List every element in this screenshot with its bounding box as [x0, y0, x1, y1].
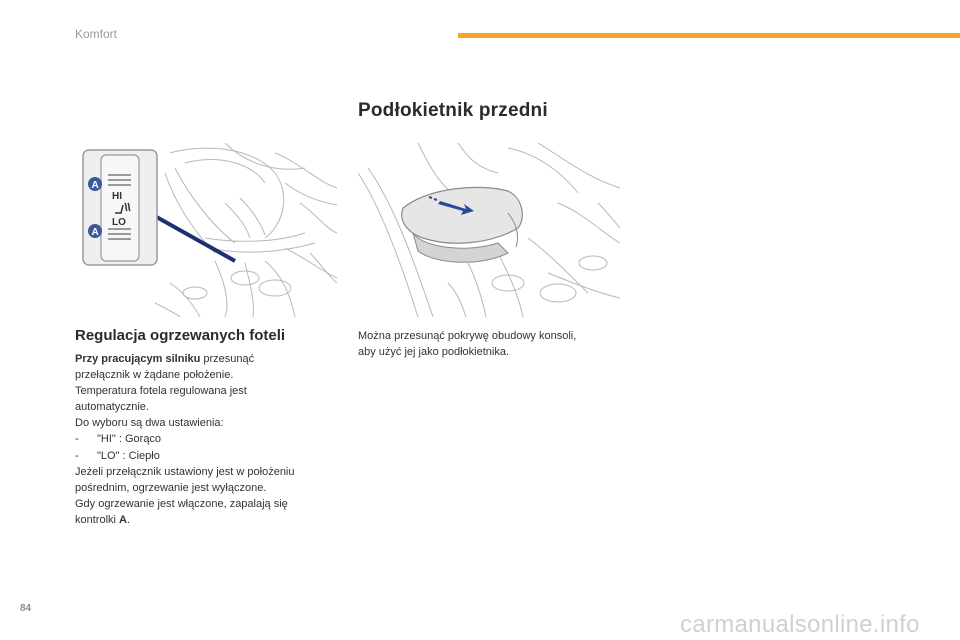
text-line: Jeżeli przełącznik ustawiony jest w położeniu	[75, 465, 295, 478]
switch-label-lo: LO	[112, 217, 126, 228]
option-lo	[75, 448, 340, 464]
watermark: carmanualsonline.info	[680, 611, 920, 638]
text-span: kontrolki	[75, 513, 120, 526]
list-dash: -	[75, 433, 79, 446]
seat-heating-heading: Regulacja ogrzewanych foteli	[75, 327, 286, 344]
text-line: przełącznik w żądane położenie.	[75, 369, 234, 382]
switch-label-hi: HI	[112, 191, 122, 202]
text-line	[75, 512, 340, 528]
text-line: Temperatura fotela regulowana jest	[75, 385, 247, 398]
text-line: automatycznie.	[75, 401, 149, 414]
seat-heating-text	[75, 351, 340, 528]
text-line: Można przesunąć pokrywę obudowy konsoli,	[358, 330, 577, 342]
header-accent-bar	[458, 33, 960, 38]
text-line: aby użyć jej jako podłokietnika.	[358, 346, 510, 359]
text-line: Do wyboru są dwa ustawienia:	[75, 417, 224, 430]
text-line	[75, 351, 340, 367]
text-line: pośrednim, ogrzewanie jest wyłączone.	[75, 481, 267, 494]
text-span: .	[126, 513, 131, 526]
indicator-label-a-bottom: A	[91, 227, 99, 238]
section-title: Komfort	[75, 27, 118, 41]
armrest-heading: Podłokietnik przedni	[358, 100, 548, 121]
bold-intro: Przy pracującym silniku	[75, 353, 201, 365]
list-dash: -	[75, 449, 79, 462]
indicator-label-a-top: A	[91, 180, 99, 191]
armrest-text	[358, 328, 618, 360]
seat-heating-illustration	[75, 143, 337, 317]
option-hi	[75, 431, 340, 447]
option-text: "HI" : Gorąco	[97, 433, 162, 446]
page-number: 84	[20, 603, 32, 614]
text-line: Gdy ogrzewanie jest włączone, zapalają się	[75, 497, 288, 510]
text-span: przesunąć	[200, 353, 255, 365]
option-text: "LO" : Ciepło	[97, 449, 160, 462]
bold-ref: A	[119, 513, 127, 526]
armrest-illustration	[358, 143, 620, 317]
